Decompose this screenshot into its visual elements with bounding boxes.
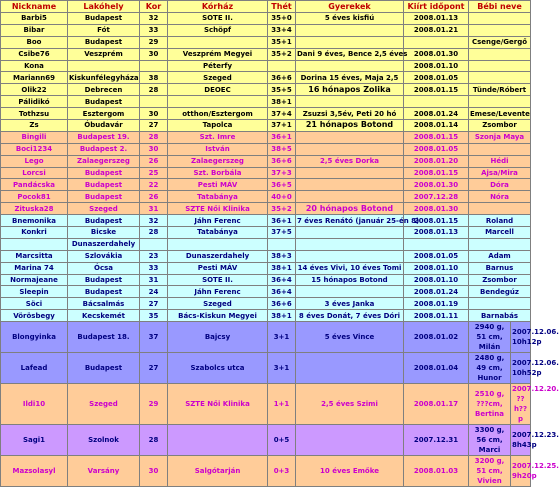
table-cell[interactable]: Barnabás — [469, 310, 531, 322]
table-cell[interactable]: 36+6 — [268, 298, 296, 310]
table-cell[interactable] — [140, 238, 168, 250]
table-cell[interactable]: 27 — [140, 298, 168, 310]
table-cell[interactable]: Tatabánya — [168, 191, 268, 203]
table-cell[interactable] — [469, 238, 531, 250]
table-cell[interactable]: Szeged — [168, 72, 268, 84]
table-cell[interactable]: 2480 g, 49 cm, Hunor — [469, 353, 511, 384]
table-cell[interactable]: Schöpf — [168, 24, 268, 36]
table-cell[interactable]: 2008.01.04 — [404, 353, 469, 384]
table-cell[interactable] — [296, 250, 404, 262]
table-cell[interactable] — [268, 238, 296, 250]
table-cell[interactable] — [296, 191, 404, 203]
table-cell[interactable] — [296, 167, 404, 179]
table-cell[interactable]: Szt. Borbála — [168, 167, 268, 179]
table-cell[interactable]: Bácsalmás — [68, 298, 140, 310]
table-row[interactable] — [1, 72, 531, 84]
table-cell[interactable]: Péterfy — [168, 60, 268, 72]
table-cell[interactable]: Zalaegerszeg — [68, 155, 140, 167]
table-cell[interactable]: 36+1 — [268, 131, 296, 143]
table-cell[interactable]: Kiskunfélegyháza — [69, 73, 139, 82]
table-row[interactable] — [1, 13, 531, 25]
table-row[interactable] — [1, 167, 531, 179]
table-cell[interactable]: Marcell — [469, 227, 531, 239]
table-cell[interactable] — [296, 143, 404, 155]
table-cell[interactable]: Budapest — [68, 286, 140, 298]
table-cell[interactable]: Mariann69 — [1, 72, 68, 84]
table-cell[interactable]: 2008.01.05 — [404, 250, 469, 262]
table-cell[interactable]: Veszprém — [68, 48, 140, 60]
table-cell[interactable]: 2008.01.30 — [404, 203, 469, 215]
table-cell[interactable] — [140, 60, 168, 72]
table-cell[interactable]: Boo — [1, 36, 68, 48]
table-cell[interactable]: 2007.12.31 — [404, 425, 469, 456]
table-cell[interactable]: SZTE Női Klinika — [168, 203, 268, 215]
table-cell[interactable]: Budapest 19. — [68, 131, 140, 143]
table-cell[interactable]: 2008.01.30 — [404, 179, 469, 191]
table-cell[interactable]: Roland — [469, 215, 531, 227]
table-cell[interactable]: 36+6 — [268, 72, 296, 84]
table-row[interactable] — [1, 238, 531, 250]
table-cell[interactable]: 28 — [140, 84, 168, 96]
table-cell[interactable]: 2008.01.10 — [404, 60, 469, 72]
table-cell[interactable] — [296, 24, 404, 36]
table-cell[interactable]: Pocok81 — [1, 191, 68, 203]
table-cell[interactable]: 20 hónapos Botond — [296, 203, 404, 215]
table-cell[interactable]: Salgótarján — [168, 456, 268, 487]
table-cell[interactable]: 2008.01.15 — [404, 215, 469, 227]
table-cell[interactable]: Pesti MÁV — [168, 179, 268, 191]
table-cell[interactable] — [296, 179, 404, 191]
table-cell[interactable]: Zsuzsi 3,5év, Peti 20 hó — [296, 108, 404, 120]
table-cell[interactable]: 28 — [140, 227, 168, 239]
table-cell[interactable]: 2940 g, 51 cm, Milán — [469, 322, 511, 353]
table-cell[interactable] — [469, 24, 531, 36]
table-cell[interactable]: 3 éves Janka — [296, 298, 404, 310]
table-cell[interactable]: Dani 9 éves, Bence 2,5 éves — [297, 50, 408, 59]
table-cell[interactable]: Marina 74 — [1, 262, 68, 274]
table-row[interactable] — [1, 48, 531, 60]
table-cell[interactable]: 2007.12.06. 10h52p — [511, 353, 531, 384]
table-row[interactable] — [1, 96, 531, 108]
table-cell[interactable] — [296, 286, 404, 298]
table-cell[interactable]: Bingili — [1, 131, 68, 143]
table-cell[interactable]: DEOEC — [168, 84, 268, 96]
table-cell[interactable]: Bendegúz — [469, 286, 531, 298]
table-cell[interactable]: 2007.12.25. 9h20p — [511, 456, 531, 487]
table-cell[interactable]: 36+1 — [268, 215, 296, 227]
table-cell[interactable]: 21 hónapos Botond — [296, 120, 404, 132]
table-cell[interactable]: 1+1 — [268, 384, 296, 425]
table-cell[interactable]: Sleepin — [1, 286, 68, 298]
table-cell[interactable]: Dorina 15 éves, Maja 2,5 — [296, 72, 404, 84]
table-cell[interactable]: Lego — [1, 155, 68, 167]
table-cell[interactable]: 8 éves Donát, 7 éves Dóri — [296, 310, 404, 322]
table-cell[interactable]: 3300 g, 56 cm, Marci — [469, 425, 511, 456]
table-cell[interactable]: 40+0 — [268, 191, 296, 203]
table-cell[interactable]: Szabolcs utca — [168, 353, 268, 384]
table-cell[interactable]: 23 — [140, 250, 168, 262]
table-cell[interactable]: 30 — [140, 108, 168, 120]
table-cell[interactable] — [268, 60, 296, 72]
table-cell[interactable]: 25 — [140, 167, 168, 179]
table-row[interactable] — [1, 227, 531, 239]
table-cell[interactable]: 37+4 — [268, 108, 296, 120]
table-cell[interactable]: Blongyinka — [1, 322, 68, 353]
table-cell[interactable] — [469, 48, 531, 60]
table-cell[interactable]: 3200 g, 51 cm, Vivien — [469, 456, 511, 487]
table-cell[interactable]: 2008.01.19 — [404, 298, 469, 310]
column-header[interactable]: Kor — [140, 1, 168, 13]
table-cell[interactable]: Szolnok — [68, 425, 140, 456]
table-row[interactable] — [1, 384, 531, 425]
table-cell[interactable] — [1, 238, 68, 250]
table-cell[interactable]: 5 éves Vince — [296, 322, 404, 353]
table-cell[interactable]: Adam — [469, 250, 531, 262]
table-cell[interactable] — [404, 96, 469, 108]
table-cell[interactable]: Lorcsi — [1, 167, 68, 179]
table-row[interactable] — [1, 179, 531, 191]
table-cell[interactable]: Marcsitta — [1, 250, 68, 262]
table-cell[interactable]: Budapest — [68, 353, 140, 384]
table-cell[interactable]: 28 — [140, 131, 168, 143]
table-cell[interactable]: 7 éves Renátó (január 25-én 8) — [297, 216, 420, 225]
table-cell[interactable]: 3+1 — [268, 353, 296, 384]
table-cell[interactable]: Budapest — [68, 36, 140, 48]
table-cell[interactable]: Mazsolasyl — [1, 456, 68, 487]
table-cell[interactable]: Esztergom — [68, 108, 140, 120]
table-cell[interactable]: 35 — [140, 310, 168, 322]
table-cell[interactable] — [68, 60, 140, 72]
table-row[interactable] — [1, 274, 531, 286]
table-cell[interactable] — [296, 96, 404, 108]
table-cell[interactable]: 2008.01.15 — [404, 84, 469, 96]
table-cell[interactable]: Dunaszerdahely — [168, 250, 268, 262]
table-cell[interactable]: Pesti MÁV — [168, 262, 268, 274]
table-cell[interactable]: Bibar — [1, 24, 68, 36]
table-cell[interactable]: Jáhn Ferenc — [168, 286, 268, 298]
table-cell[interactable]: 38+1 — [268, 96, 296, 108]
table-cell[interactable]: 36+4 — [268, 274, 296, 286]
table-cell[interactable]: 38 — [140, 72, 168, 84]
table-cell[interactable]: Kona — [1, 60, 68, 72]
column-header[interactable]: Thét — [268, 1, 296, 13]
table-cell[interactable]: Zsombor — [469, 120, 531, 132]
table-cell[interactable] — [469, 298, 531, 310]
table-cell[interactable]: Budapest — [68, 191, 140, 203]
column-header[interactable]: Lakóhely — [68, 1, 140, 13]
table-cell[interactable]: Tünde/Róbert — [469, 84, 531, 96]
table-cell[interactable]: Ildi10 — [1, 384, 68, 425]
table-cell[interactable]: Bicske — [68, 227, 140, 239]
table-cell[interactable] — [296, 227, 404, 239]
table-cell[interactable]: 35+2 — [268, 48, 296, 60]
table-cell[interactable]: 2008.01.15 — [404, 167, 469, 179]
table-cell[interactable] — [469, 60, 531, 72]
table-cell[interactable]: 30 — [140, 456, 168, 487]
table-cell[interactable]: 37+3 — [268, 167, 296, 179]
table-cell[interactable]: 31 — [140, 203, 168, 215]
table-cell[interactable]: 2008.01.02 — [404, 322, 469, 353]
column-header[interactable]: Kórház — [168, 1, 268, 13]
table-cell[interactable]: Budapest 18. — [68, 322, 140, 353]
table-cell[interactable]: 33 — [140, 262, 168, 274]
table-cell[interactable]: 0+3 — [268, 456, 296, 487]
table-cell[interactable]: 2008.01.05 — [404, 72, 469, 84]
table-cell[interactable]: 32 — [140, 13, 168, 25]
table-cell[interactable] — [296, 131, 404, 143]
table-cell[interactable]: SOTE II. — [168, 13, 268, 25]
table-cell[interactable]: 2008.01.11 — [404, 310, 469, 322]
table-cell[interactable]: 2007.12.20. ??h??p — [512, 385, 559, 424]
table-cell[interactable] — [404, 36, 469, 48]
table-cell[interactable]: Csibe76 — [1, 48, 68, 60]
table-cell[interactable] — [469, 143, 531, 155]
table-cell[interactable] — [469, 203, 531, 215]
table-cell[interactable]: Budapest — [68, 13, 140, 25]
table-row[interactable] — [1, 120, 531, 132]
table-cell[interactable]: 2007.12.23. 8h43p — [511, 425, 531, 456]
table-cell[interactable]: 26 — [140, 191, 168, 203]
table-cell[interactable]: Zalaegerszeg — [168, 155, 268, 167]
table-cell[interactable]: 36+4 — [268, 286, 296, 298]
table-cell[interactable]: Debrecen — [68, 84, 140, 96]
table-cell[interactable]: Budapest — [68, 179, 140, 191]
table-cell[interactable]: 38+1 — [268, 262, 296, 274]
table-cell[interactable]: Budapest 2. — [68, 143, 140, 155]
table-cell[interactable]: 2008.01.13 — [404, 227, 469, 239]
table-cell[interactable]: 37 — [140, 322, 168, 353]
table-cell[interactable]: Szeged — [168, 298, 268, 310]
table-row[interactable] — [1, 191, 531, 203]
table-cell[interactable]: Budapest — [68, 215, 140, 227]
table-cell[interactable]: Szt. Imre — [168, 131, 268, 143]
table-cell[interactable]: Zituska28 — [1, 203, 68, 215]
table-row[interactable] — [1, 131, 531, 143]
table-row[interactable] — [1, 310, 531, 322]
table-cell[interactable]: 16 hónapos Zolika — [296, 84, 404, 96]
table-cell[interactable]: Vörösbegy — [1, 310, 68, 322]
table-cell[interactable] — [168, 425, 268, 456]
table-cell[interactable]: 2008.01.24 — [404, 108, 469, 120]
table-cell[interactable]: 2008.01.03 — [404, 456, 469, 487]
table-cell[interactable]: 2,5 éves Szimi — [296, 384, 404, 425]
header-row — [1, 1, 531, 13]
table-row[interactable] — [1, 203, 531, 215]
table-cell[interactable]: 38+5 — [268, 143, 296, 155]
table-cell[interactable]: 0+5 — [268, 425, 296, 456]
table-cell[interactable]: Zs — [1, 120, 68, 132]
table-cell[interactable]: Szlovákia — [68, 250, 140, 262]
table-cell[interactable]: 28 — [140, 425, 168, 456]
table-cell[interactable]: Bács-Kiskun Megyei — [168, 310, 268, 322]
table-cell[interactable] — [296, 60, 404, 72]
table-row[interactable] — [1, 425, 531, 456]
table-cell[interactable]: Szeged — [68, 384, 140, 425]
table-cell[interactable]: 14 éves Vivi, 10 éves Tomi — [296, 262, 404, 274]
table-cell[interactable]: 2510 g, ???cm, Bertina — [469, 384, 511, 425]
table-cell[interactable] — [168, 96, 268, 108]
table-cell[interactable]: 2008.01.17 — [404, 384, 469, 425]
table-cell[interactable]: 37+1 — [268, 120, 296, 132]
table-cell[interactable]: Lafead — [1, 353, 68, 384]
table-cell[interactable]: Jáhn Ferenc — [168, 215, 268, 227]
table-cell[interactable]: Kecskemét — [68, 310, 140, 322]
table-cell[interactable]: 35+1 — [268, 36, 296, 48]
table-row[interactable] — [1, 322, 531, 353]
table-cell[interactable]: 2008.01.20 — [404, 155, 469, 167]
column-header[interactable]: Nickname — [1, 1, 68, 13]
table-cell[interactable]: 30 — [140, 48, 168, 60]
table-cell[interactable]: Zsombor — [469, 274, 531, 286]
table-cell[interactable]: Szeged — [68, 203, 140, 215]
table-cell[interactable]: 38+3 — [268, 250, 296, 262]
table-row[interactable] — [1, 108, 531, 120]
table-cell[interactable]: Budapest — [68, 274, 140, 286]
table-row[interactable] — [1, 353, 531, 384]
table-cell[interactable]: Tapolca — [168, 120, 268, 132]
table-cell[interactable]: Szonja Maya — [469, 131, 531, 143]
table-cell[interactable]: 5 éves kisfiú — [296, 13, 404, 25]
table-cell[interactable]: 22 — [140, 179, 168, 191]
table-cell[interactable] — [296, 353, 404, 384]
table-cell[interactable]: 2008.01.24 — [404, 286, 469, 298]
table-cell[interactable] — [296, 425, 404, 456]
table-cell[interactable] — [168, 36, 268, 48]
table-cell[interactable]: 35+0 — [268, 13, 296, 25]
table-cell[interactable] — [296, 36, 404, 48]
table-cell[interactable]: Olik22 — [1, 84, 68, 96]
table-cell[interactable]: 27 — [140, 353, 168, 384]
table-cell[interactable]: Hédi — [469, 155, 531, 167]
table-cell[interactable]: Dunaszerdahely — [68, 238, 140, 250]
table-row[interactable] — [1, 143, 531, 155]
table-cell[interactable]: Budapest — [68, 96, 140, 108]
table-cell[interactable]: 26 — [140, 155, 168, 167]
table-row[interactable] — [1, 250, 531, 262]
table-cell[interactable]: Emese/Levente — [470, 109, 530, 118]
table-cell[interactable]: 35+5 — [268, 84, 296, 96]
table-cell[interactable]: Normajeane — [1, 274, 68, 286]
table-cell[interactable]: Konkri — [1, 227, 68, 239]
table-row[interactable] — [1, 155, 531, 167]
table-cell[interactable]: 29 — [140, 36, 168, 48]
table-row[interactable] — [1, 298, 531, 310]
table-cell[interactable]: 32 — [140, 215, 168, 227]
table-row[interactable] — [1, 215, 531, 227]
table-row[interactable] — [1, 286, 531, 298]
table-cell[interactable]: 29 — [140, 384, 168, 425]
table-cell[interactable]: Pandácska — [1, 179, 68, 191]
table-cell[interactable]: 2007.12.06. 10h12p — [511, 322, 531, 353]
column-header[interactable]: Kiírt időpont — [404, 1, 469, 13]
table-cell[interactable]: otthon/Esztergom — [168, 108, 268, 120]
table-cell[interactable]: 2007.12.28 — [404, 191, 469, 203]
table-cell[interactable]: 2008.01.21 — [404, 24, 469, 36]
table-cell[interactable]: 2008.01.05 — [404, 143, 469, 155]
table-cell[interactable]: Ajsa/Mira — [469, 167, 531, 179]
table-cell[interactable] — [296, 238, 404, 250]
table-cell[interactable]: 2008.01.13 — [404, 13, 469, 25]
table-cell[interactable]: 35+2 — [268, 203, 296, 215]
table-cell[interactable] — [140, 96, 168, 108]
table-cell[interactable] — [469, 96, 531, 108]
table-cell[interactable]: István — [168, 143, 268, 155]
table-cell[interactable]: Varsány — [68, 456, 140, 487]
table-cell[interactable]: Fót — [68, 24, 140, 36]
table-cell[interactable]: Sagi1 — [1, 425, 68, 456]
table-cell[interactable]: 3+1 — [268, 322, 296, 353]
table-row[interactable] — [1, 24, 531, 36]
table-cell[interactable]: 2008.01.30 — [404, 48, 469, 60]
table-cell[interactable]: 33 — [140, 24, 168, 36]
table-cell[interactable]: Dóra — [469, 179, 531, 191]
table-cell[interactable]: SZTE Női Klinika — [168, 384, 268, 425]
table-cell[interactable]: Bajcsy — [168, 322, 268, 353]
table-cell[interactable]: Söci — [1, 298, 68, 310]
table-cell[interactable] — [168, 238, 268, 250]
table-cell[interactable]: Boci1234 — [1, 143, 68, 155]
table-cell[interactable]: 2008.01.10 — [404, 274, 469, 286]
table-cell[interactable]: 2008.01.15 — [404, 131, 469, 143]
table-cell[interactable]: Bnemonika — [1, 215, 68, 227]
table-row[interactable] — [1, 84, 531, 96]
table-cell[interactable]: 10 éves Emőke — [296, 456, 404, 487]
table-cell[interactable]: Óbudavár — [68, 120, 140, 132]
table-row[interactable] — [1, 36, 531, 48]
table-cell[interactable] — [469, 13, 531, 25]
table-cell[interactable]: Csenge/Gergő — [469, 36, 531, 48]
column-header[interactable]: Gyerekek — [296, 1, 404, 13]
table-cell[interactable]: 2,5 éves Dorka — [296, 155, 404, 167]
table-cell[interactable]: 24 — [140, 286, 168, 298]
table-cell[interactable]: 36+5 — [268, 179, 296, 191]
table-cell[interactable]: Veszprém Megyei — [168, 48, 268, 60]
table-cell[interactable]: 36+6 — [268, 155, 296, 167]
table-cell[interactable]: 37+5 — [268, 227, 296, 239]
table-cell[interactable]: Pálidikó — [1, 96, 68, 108]
table-cell[interactable]: Tothzsu — [1, 108, 68, 120]
table-cell[interactable]: 27 — [140, 120, 168, 132]
table-cell[interactable]: Barbi5 — [1, 13, 68, 25]
table-cell[interactable] — [404, 238, 469, 250]
table-cell[interactable]: Nóra — [469, 191, 531, 203]
table-cell[interactable]: 38+1 — [268, 310, 296, 322]
table-cell[interactable]: Ócsa — [68, 262, 140, 274]
table-cell[interactable]: Budapest — [68, 167, 140, 179]
table-cell[interactable] — [469, 72, 531, 84]
table-cell[interactable]: 33+4 — [268, 24, 296, 36]
table-cell[interactable]: 15 hónapos Botond — [296, 274, 404, 286]
column-header[interactable]: Bébi neve — [469, 1, 531, 13]
table-cell[interactable]: 30 — [140, 143, 168, 155]
table-cell[interactable]: Barnus — [469, 262, 531, 274]
table-cell[interactable]: SOTE II. — [168, 274, 268, 286]
table-cell[interactable]: 2008.01.14 — [404, 120, 469, 132]
table-cell[interactable]: 2008.01.10 — [404, 262, 469, 274]
table-row[interactable] — [1, 262, 531, 274]
table-cell[interactable]: 31 — [140, 274, 168, 286]
table-row[interactable] — [1, 456, 531, 487]
table-cell[interactable]: Tatabánya — [168, 227, 268, 239]
table-row[interactable] — [1, 60, 531, 72]
